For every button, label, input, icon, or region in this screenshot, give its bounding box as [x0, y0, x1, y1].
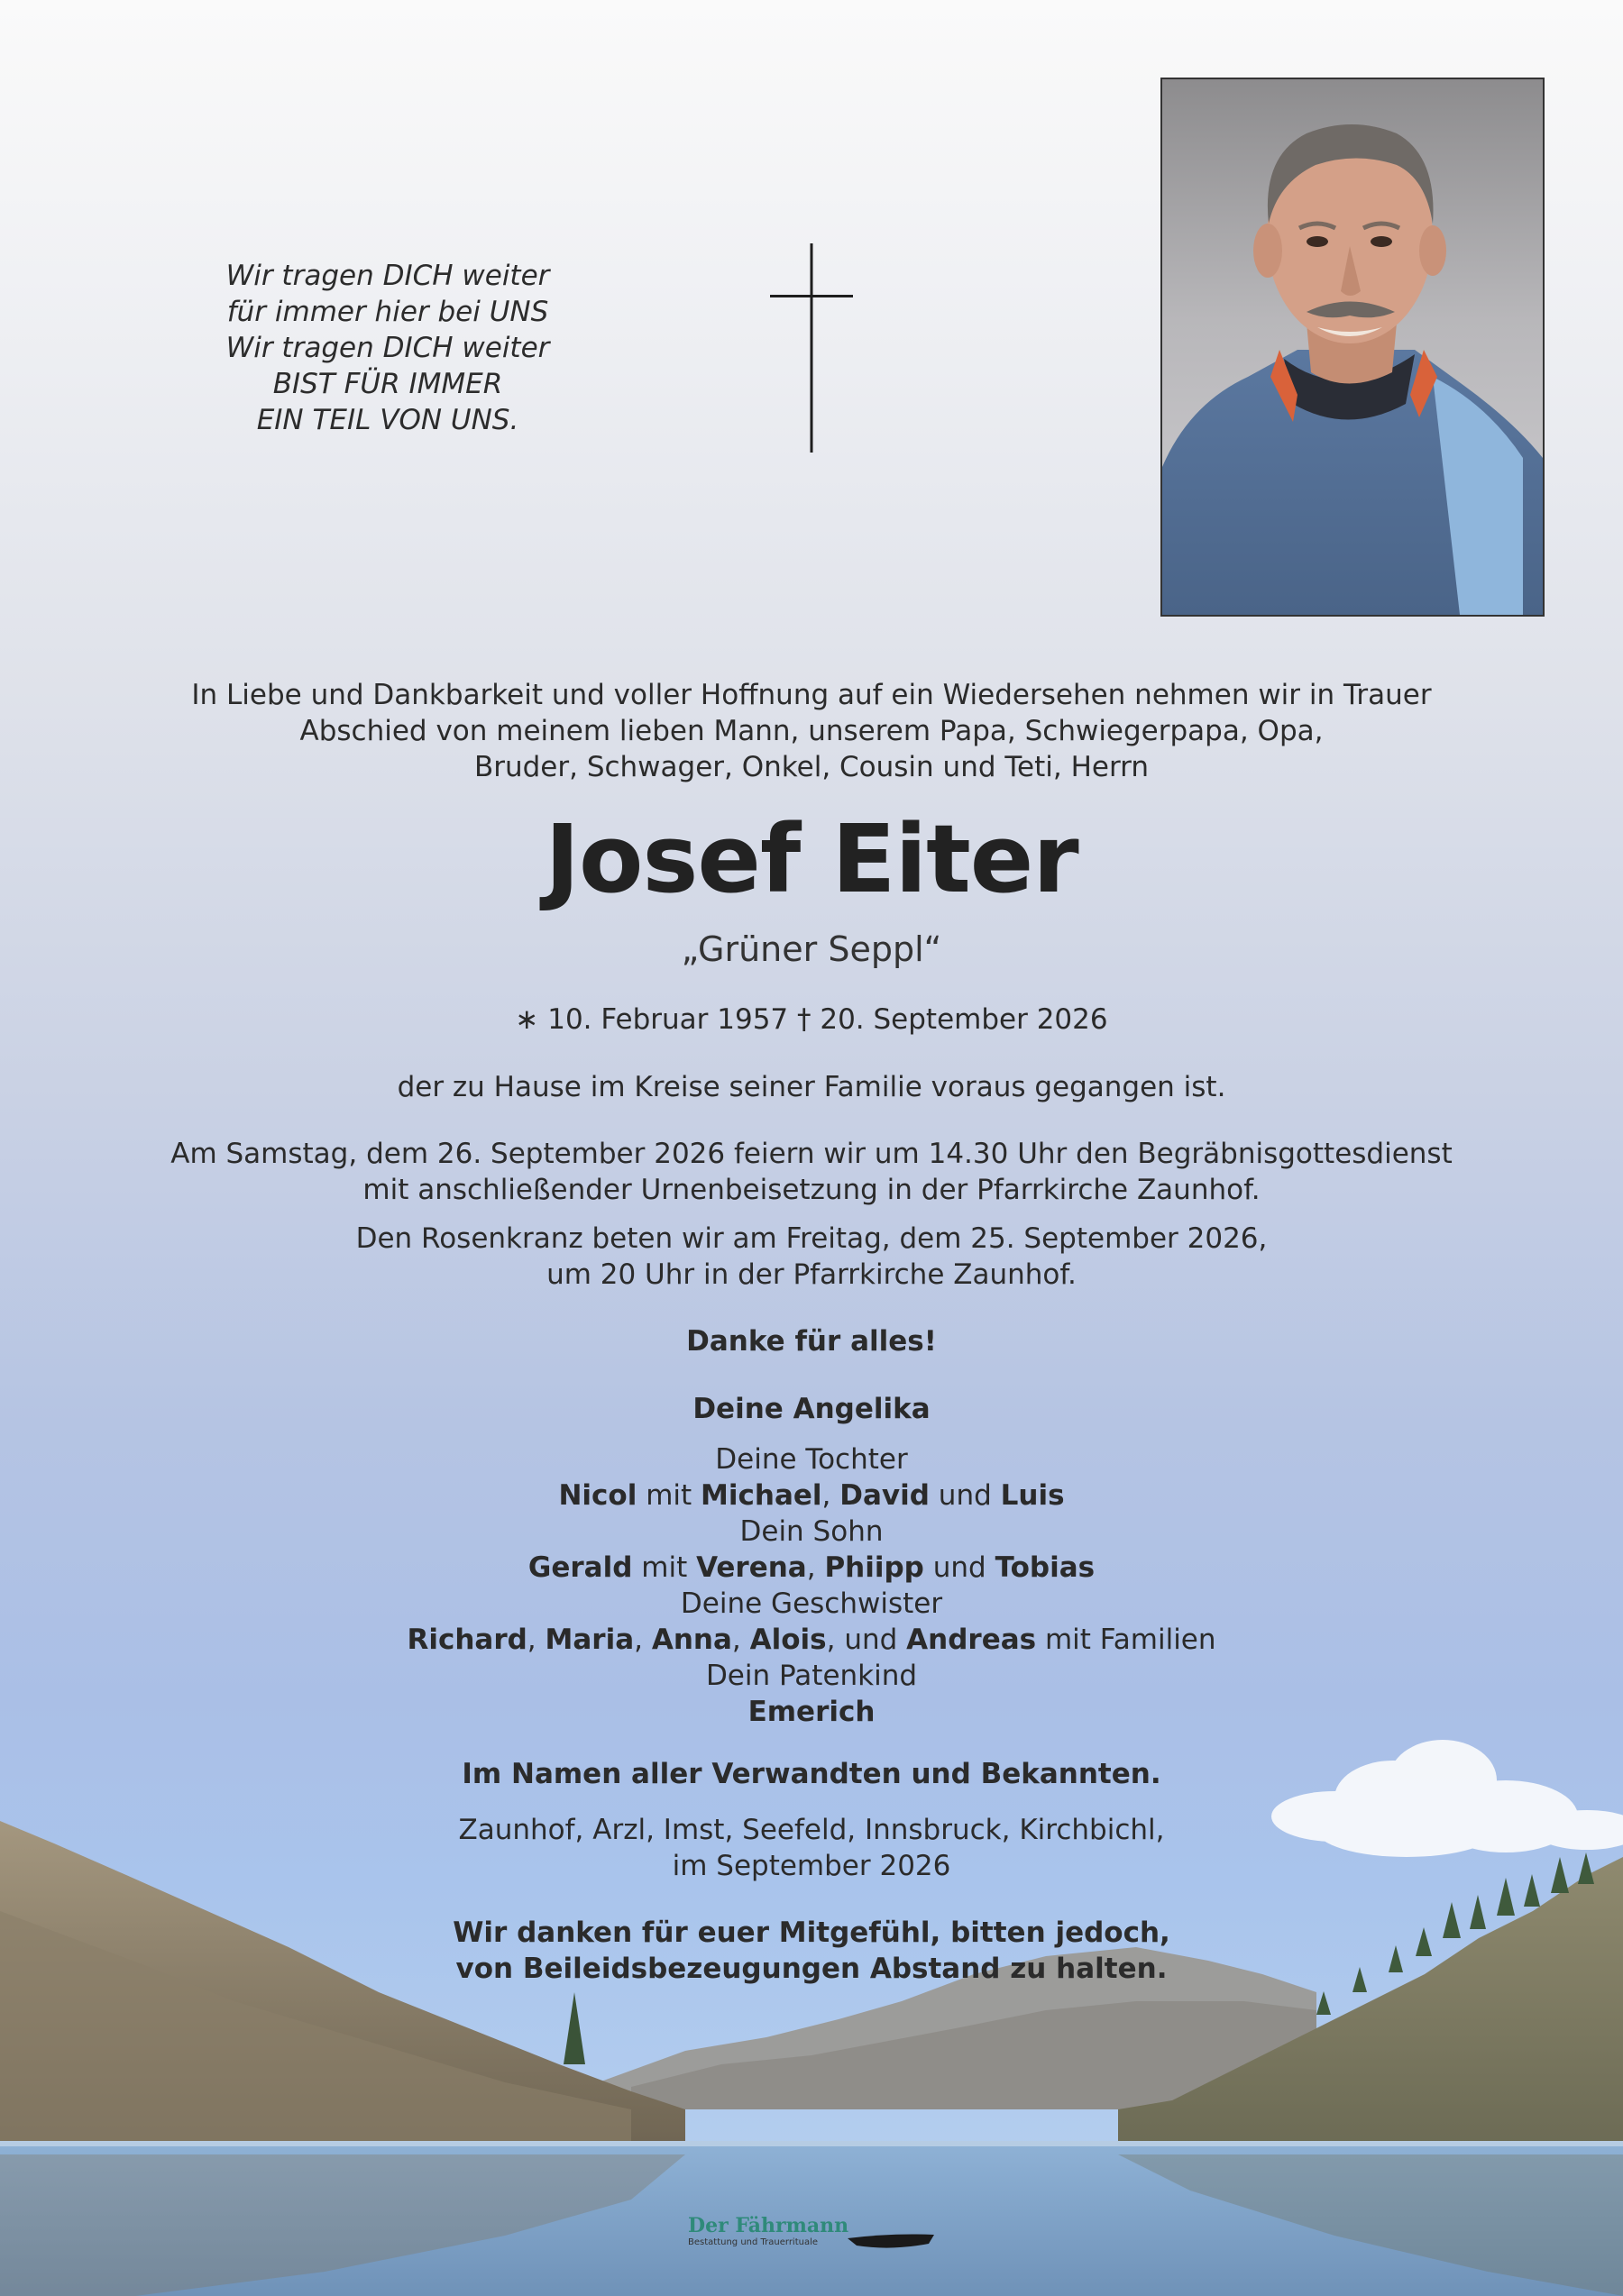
- passing-text: der zu Hause im Kreise seiner Familie voraus gegangen ist.: [397, 1071, 1226, 1103]
- places-line: im September 2026: [672, 1850, 951, 1882]
- siblings-label: Deine Geschwister: [680, 1587, 943, 1620]
- family-member-name: Richard: [407, 1624, 527, 1656]
- boat-icon: [846, 2226, 936, 2256]
- verse-line: BIST FÜR IMMER: [272, 368, 503, 400]
- deceased-name: Josef Eiter: [545, 804, 1078, 914]
- undertaker-logo: [688, 2215, 940, 2260]
- verse-line: für immer hier bei UNS: [226, 296, 549, 328]
- family-member-name: Luis: [1000, 1479, 1065, 1512]
- family-member-name: David: [839, 1479, 930, 1512]
- wife-name: Deine Angelika: [692, 1393, 931, 1425]
- funeral-line: Am Samstag, dem 26. September 2026 feiern wir um 14.30 Uhr den Begräbnisgottesdienst: [170, 1138, 1453, 1170]
- deceased-nickname: „Grüner Seppl“: [681, 929, 942, 969]
- rosary-line: um 20 Uhr in der Pfarrkirche Zaunhof.: [546, 1258, 1077, 1291]
- connector-text: ,: [527, 1624, 546, 1656]
- verse-line: Wir tragen DICH weiter: [225, 260, 550, 292]
- family-member-name: Anna: [651, 1624, 732, 1656]
- family-member-name: Phiipp: [824, 1551, 924, 1584]
- son-line: [0, 1550, 1623, 1586]
- logo-title: Der Fährmann: [688, 2214, 849, 2237]
- family-member-name: Michael: [701, 1479, 822, 1512]
- family-member-name: Tobias: [995, 1551, 1096, 1584]
- closing-line: Wir danken für euer Mitgefühl, bitten jedoch,: [453, 1916, 1170, 1949]
- portrait-photo: [1160, 78, 1545, 617]
- funeral-info: [0, 1136, 1623, 1208]
- connector-text: ,: [821, 1479, 840, 1512]
- closing-text: [0, 1915, 1623, 1987]
- relatives-line: Im Namen aller Verwandten und Bekannten.: [462, 1758, 1161, 1790]
- daughter-line: [0, 1477, 1623, 1514]
- rosary-info: [0, 1221, 1623, 1293]
- places-line: Zaunhof, Arzl, Imst, Seefeld, Innsbruck, Kirchbichl,: [458, 1814, 1165, 1846]
- connector-text: mit: [637, 1479, 701, 1512]
- son-label: Dein Sohn: [739, 1515, 884, 1548]
- family-member-name: Andreas: [906, 1624, 1037, 1656]
- verse-line: EIN TEIL VON UNS.: [256, 404, 519, 436]
- places-text: [0, 1812, 1623, 1884]
- memorial-verse: [162, 258, 613, 438]
- family-member-name: Alois: [749, 1624, 827, 1656]
- announcement-intro: [0, 677, 1623, 785]
- connector-text: mit: [632, 1551, 697, 1584]
- family-list: [0, 1391, 1623, 1730]
- family-member-name: Maria: [545, 1624, 635, 1656]
- thanks-text: Danke für alles!: [686, 1325, 937, 1358]
- connector-text: ,: [634, 1624, 652, 1656]
- connector-text: ,: [806, 1551, 825, 1584]
- rosary-line: Den Rosenkranz beten wir am Freitag, dem 25. September 2026,: [355, 1222, 1268, 1255]
- intro-line: In Liebe und Dankbarkeit und voller Hoffnung auf ein Wiedersehen nehmen wir in Trauer: [191, 679, 1432, 711]
- connector-text: und: [923, 1551, 995, 1584]
- family-member-name: Nicol: [558, 1479, 637, 1512]
- godchild-name: Emerich: [747, 1696, 876, 1728]
- intro-line: Abschied von meinem lieben Mann, unserem Papa, Schwiegerpapa, Opa,: [299, 715, 1324, 747]
- closing-line: von Beileidsbezeugungen Abstand zu halten.: [455, 1953, 1168, 1985]
- logo-subtitle: Bestattung und Trauerrituale: [688, 2237, 819, 2247]
- connector-text: mit Familien: [1036, 1624, 1216, 1656]
- funeral-line: mit anschließender Urnenbeisetzung in der Pfarrkirche Zaunhof.: [362, 1174, 1261, 1206]
- life-dates: ∗ 10. Februar 1957 † 20. September 2026: [515, 1003, 1108, 1036]
- connector-text: ,: [731, 1624, 750, 1656]
- siblings-line: [0, 1622, 1623, 1658]
- connector-text: , und: [826, 1624, 907, 1656]
- godchild-label: Dein Patenkind: [705, 1660, 918, 1692]
- verse-line: Wir tragen DICH weiter: [225, 332, 550, 364]
- intro-line: Bruder, Schwager, Onkel, Cousin und Teti, Herrn: [473, 751, 1150, 783]
- latin-cross-icon: [766, 243, 857, 453]
- family-member-name: Verena: [696, 1551, 807, 1584]
- daughter-label: Deine Tochter: [715, 1443, 908, 1476]
- connector-text: und: [929, 1479, 1001, 1512]
- family-member-name: Gerald: [527, 1551, 633, 1584]
